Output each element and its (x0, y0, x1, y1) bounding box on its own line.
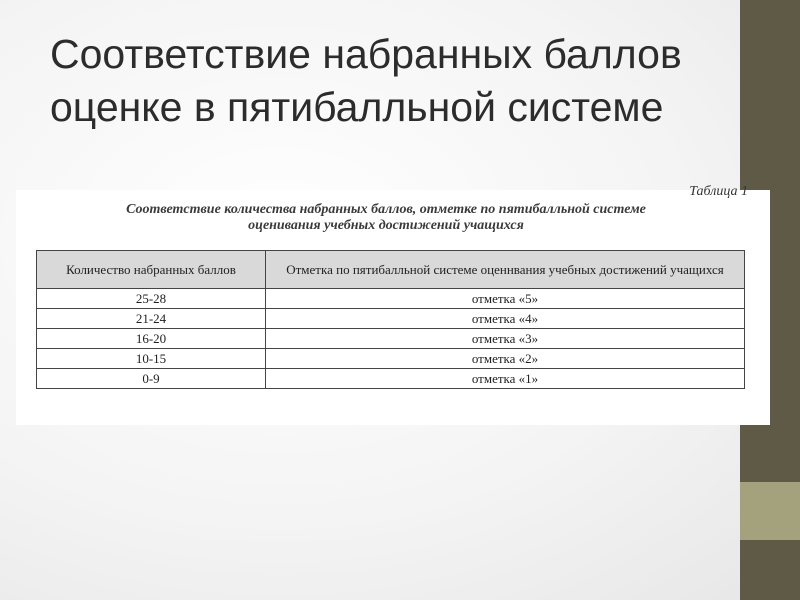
score-cell: 0-9 (37, 369, 266, 389)
table-header-row (37, 251, 745, 289)
grade-cell: отметка «1» (266, 369, 745, 389)
table-row (37, 369, 745, 389)
table-row (37, 349, 745, 369)
score-cell: 16-20 (37, 329, 266, 349)
grade-cell: отметка «3» (266, 329, 745, 349)
table-number: Таблица 1 (689, 184, 748, 199)
slide-title (50, 28, 730, 134)
table-caption (56, 202, 716, 234)
caption-line-2: оценивания учебных достижений учащихся (248, 218, 524, 233)
score-cell: 21-24 (37, 309, 266, 329)
slide-title-line-2: оценке в пятибалльной системе (50, 84, 664, 130)
table-row (37, 309, 745, 329)
header-score: Количество набранных баллов (37, 251, 266, 289)
slide-title-line-1: Соответствие набранных баллов (50, 31, 682, 77)
grade-cell: отметка «4» (266, 309, 745, 329)
grade-table (36, 250, 745, 389)
table-row (37, 289, 745, 309)
table-row (37, 329, 745, 349)
score-cell: 10-15 (37, 349, 266, 369)
caption-line-1: Соответствие количества набранных баллов, отметке по пятибалльной системе (126, 202, 646, 217)
grade-cell: отметка «2» (266, 349, 745, 369)
header-grade: Отметка по пятибалльной системе оценнвания учебных достижений учащихся (266, 251, 745, 289)
grade-cell: отметка «5» (266, 289, 745, 309)
side-bar-accent (740, 482, 800, 540)
score-cell: 25-28 (37, 289, 266, 309)
table-image (16, 184, 770, 425)
